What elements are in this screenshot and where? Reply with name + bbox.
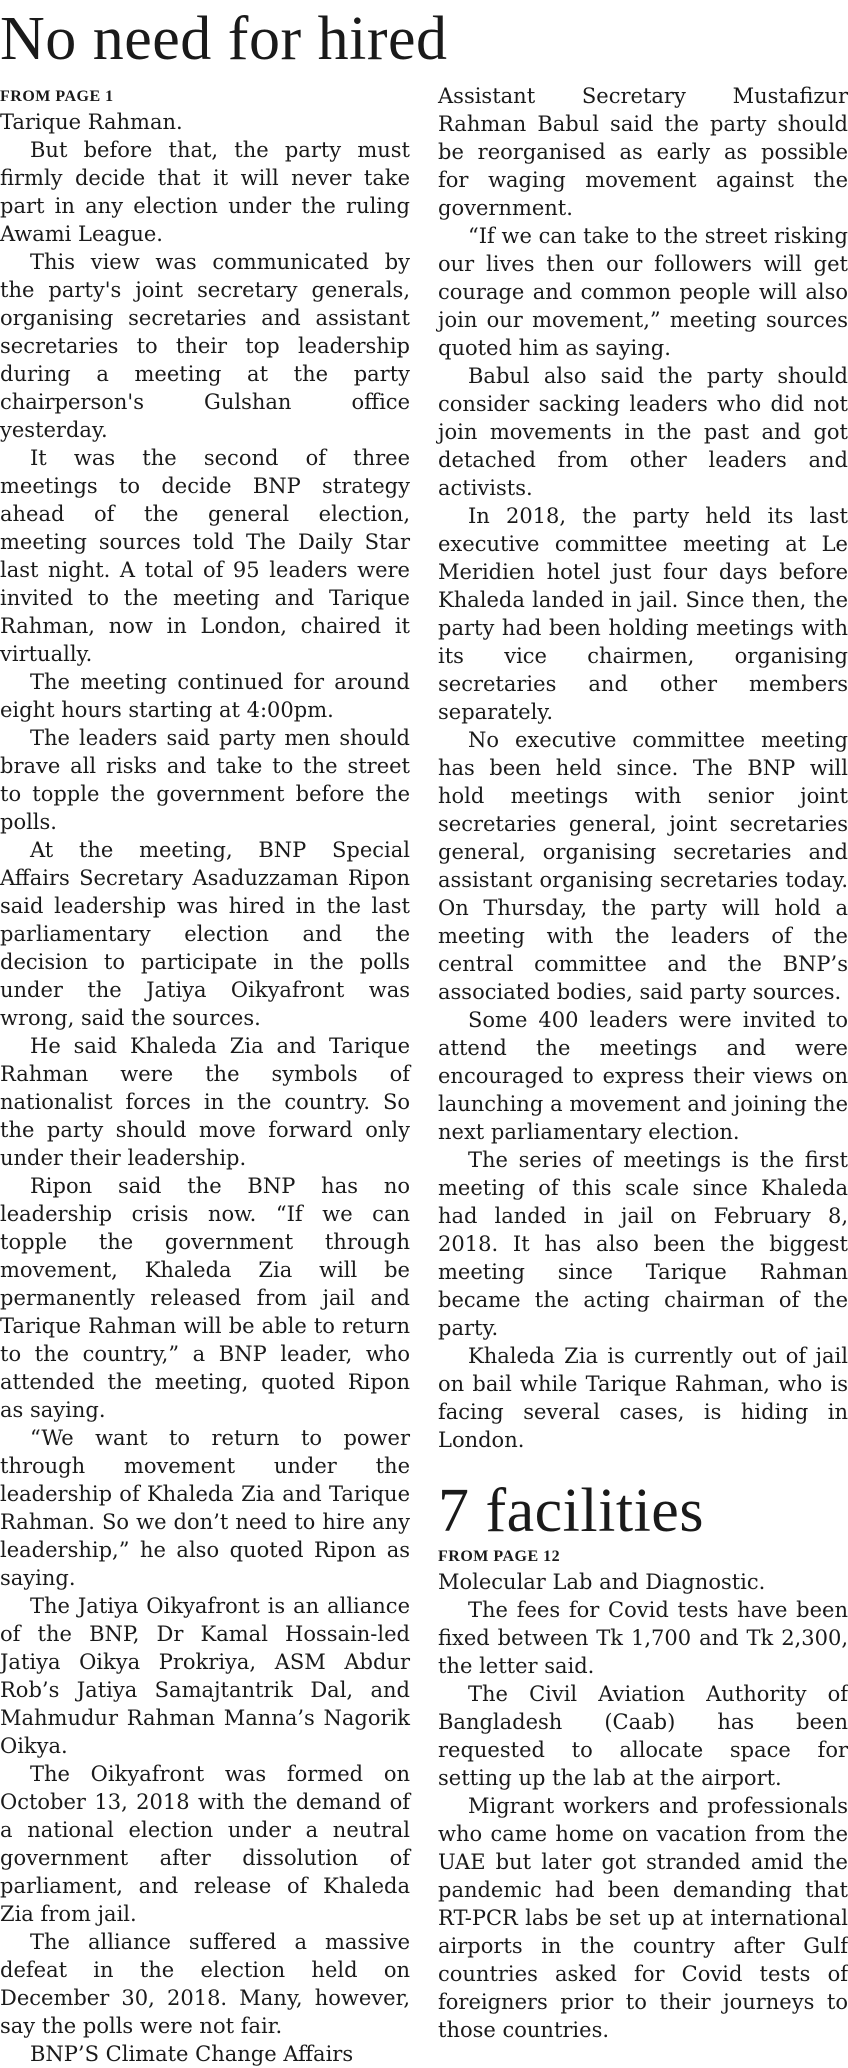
paragraph: But before that, the party must firmly decide that it will never take part in any election under the ruling Awami League.	[0, 138, 410, 246]
paragraph: No executive committee meeting has been held since. The BNP will hold meetings with senior joint secretaries general, joint secretaries general, organising secretaries and assistant organising secretaries today. On Thursday, the party will hold a meeting with the leaders of the central committee and the BNP’s associated bodies, said party sources.	[438, 728, 848, 1004]
paragraph: The Civil Aviation Authority of Bangladesh (Caab) has been requested to allocate space for setting up the lab at the airport.	[438, 1682, 848, 1790]
paragraph: Babul also said the party should consider sacking leaders who did not join movements in the past and got detached from other leaders and activists.	[438, 364, 848, 500]
paragraph: It was the second of three meetings to decide BNP strategy ahead of the general election, meeting sources told The Daily Star last night. A total of 95 leaders were invited to the meeting and Tarique Rahman, now in London, chaired it virtually.	[0, 446, 410, 666]
paragraph: This view was communicated by the party's joint secretary generals, organising secretaries and assistant secretaries to their top leadership during a meeting at the party chairperson's Gulshan office yesterday.	[0, 250, 410, 442]
article-column-left	[0, 88, 410, 2068]
paragraph: The series of meetings is the first meeting of this scale since Khaleda had landed in jail on February 8, 2018. It has also been the biggest meeting since Tarique Rahman became the acting chairman of the party.	[438, 1148, 848, 1340]
paragraph: The meeting continued for around eight hours starting at 4:00pm.	[0, 670, 410, 722]
paragraph: BNP’S Climate Change Affairs	[30, 2042, 354, 2066]
paragraph: In 2018, the party held its last executive committee meeting at Le Meridien hotel just four days before Khaleda landed in jail. Since then, the party had been holding meetings with its vice chairmen, organising secretaries and other members separately.	[438, 504, 848, 724]
paragraph: Khaleda Zia is currently out of jail on bail while Tarique Rahman, who is facing several cases, is hiding in London.	[438, 1344, 848, 1452]
paragraph: The alliance suffered a massive defeat in the election held on December 30, 2018. Many, however, say the polls were not fair.	[0, 1930, 410, 2038]
paragraph: The Oikyafront was formed on October 13, 2018 with the demand of a national election under a neutral government after dissolution of parliament, and release of Khaleda Zia from jail.	[0, 1762, 410, 1926]
paragraph: Some 400 leaders were invited to attend the meetings and were encouraged to express their views on launching a movement and joining the next parliamentary election.	[438, 1008, 848, 1144]
paragraph: Migrant workers and professionals who came home on vacation from the UAE but later got stranded amid the pandemic had been demanding that RT-PCR labs be set up at international airports in the country after Gulf countries asked for Covid tests of foreigners prior to their journeys to those countries.	[438, 1794, 848, 2042]
paragraph: At the meeting, BNP Special Affairs Secretary Asaduzzaman Ripon said leadership was hired in the last parliamentary election and the decision to participate in the polls under the Jatiya Oikyafront was wrong, said the sources.	[0, 838, 410, 1030]
paragraph: Tarique Rahman.	[0, 110, 183, 134]
article-headline-2: 7 facilities	[438, 1477, 704, 1545]
paragraph: Ripon said the BNP has no leadership crisis now. “If we can topple the government through movement, Khaleda Zia will be permanently released from jail and Tarique Rahman will be able to return to the country,” a BNP leader, who attended the meeting, quoted Ripon as saying.	[0, 1174, 410, 1422]
article-column-right	[438, 82, 848, 2044]
paragraph: Molecular Lab and Diagnostic.	[438, 1570, 766, 1594]
paragraph: He said Khaleda Zia and Tarique Rahman were the symbols of nationalist forces in the country. So the party should move forward only under their leadership.	[0, 1034, 410, 1170]
paragraph: Assistant Secretary Mustafizur Rahman Babul said the party should be reorganised as early as possible for waging movement against the government.	[438, 84, 848, 220]
paragraph: “We want to return to power through movement under the leadership of Khaleda Zia and Tarique Rahman. So we don’t need to hire any leadership,” he also quoted Ripon as saying.	[0, 1426, 410, 1590]
article-headline: No need for hired	[0, 5, 448, 73]
paragraph: The leaders said party men should brave all risks and take to the street to topple the government before the polls.	[0, 726, 410, 834]
paragraph: “If we can take to the street risking our lives then our followers will get courage and common people will also join our movement,” meeting sources quoted him as saying.	[438, 224, 848, 360]
paragraph: The fees for Covid tests have been fixed between Tk 1,700 and Tk 2,300, the letter said.	[438, 1598, 848, 1678]
dateline-2: FROM PAGE 12	[438, 1548, 561, 1565]
dateline: FROM PAGE 1	[0, 88, 114, 105]
paragraph: The Jatiya Oikyafront is an alliance of the BNP, Dr Kamal Hossain-led Jatiya Oikya Prokriya, ASM Abdur Rob’s Jatiya Samajtantrik Dal, and Mahmudur Rahman Manna’s Nagorik Oikya.	[0, 1594, 410, 1758]
